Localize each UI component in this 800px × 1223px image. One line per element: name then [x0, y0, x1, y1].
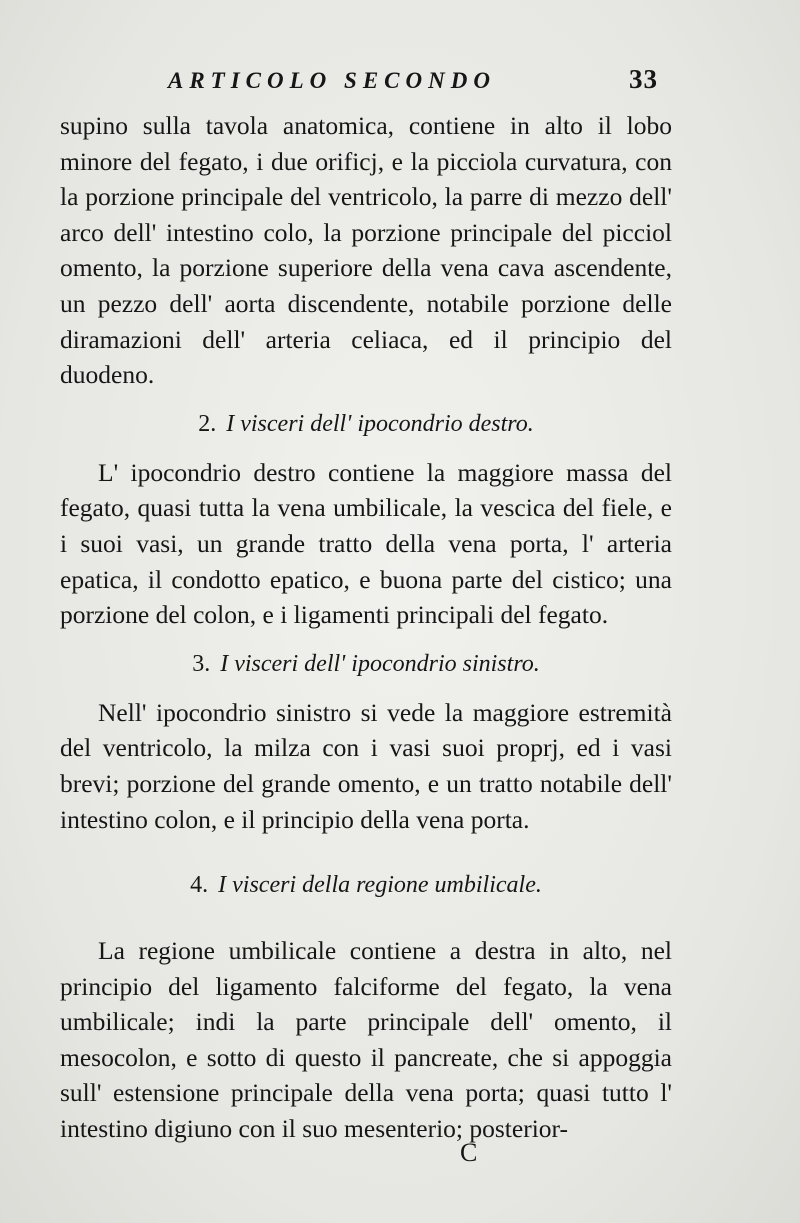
section-title: I visceri dell' ipocondrio destro.: [226, 410, 534, 437]
section-title: I visceri della regione umbilicale.: [218, 872, 542, 899]
page-body: [60, 108, 672, 1147]
running-title: ARTICOLO SECONDO: [168, 68, 496, 93]
signature-mark: C: [460, 1138, 478, 1167]
paragraph-section-4: La regione umbilicale contiene a destra in alto, nel principio del ligamento falciforme del fegato, la vena umbilicale; indi la parte principale dell' omento, il mesocolon, e sotto di questo il pancreate, che si appoggia sull' estensione principale della vena porta; quasi tutto l' intestino digiuno con il suo mesenterio; posterior-: [60, 936, 672, 1144]
page-number: 33: [629, 64, 658, 94]
section-heading-4: [60, 837, 672, 933]
section-title: I visceri dell' ipocondrio sinistro.: [220, 650, 540, 677]
section-number: 2.: [198, 410, 217, 437]
paragraph-section-3: Nell' ipocondrio sinistro si vede la maggiore estremità del ventricolo, la milza con i vasi suoi proprj, ed i vasi brevi; porzione del grande omento, e un tratto notabile dell' intestino colon, e il principio della vena porta.: [60, 697, 672, 834]
section-heading-2: [60, 393, 672, 455]
section-number: 4.: [190, 872, 209, 899]
section-number: 3.: [192, 650, 211, 677]
running-header: [168, 64, 658, 104]
paragraph-section-2: L' ipocondrio destro contiene la maggiore massa del fegato, quasi tutta la vena umbilicale, la vescica del fiele, e i suoi vasi, un grande tratto della vena porta, l' arteria epatica, il condotto epatico, e buona parte del cistico; una porzione del colon, e i ligamenti principali del fegato.: [60, 457, 672, 630]
paragraph-continued: supino sulla tavola anatomica, contiene in alto il lobo minore del fegato, i due orificj, e la picciola curvatura, con la porzione principale del ventricolo, la parre di mezzo dell' arco dell' intestino colo, la porzione principale del picciol omento, la porzione superiore della vena cava ascendente, un pezzo dell' aorta discendente, notabile porzione delle diramazioni dell' arteria celiaca, ed il principio del duodeno.: [60, 111, 672, 390]
section-heading-3: [60, 633, 672, 695]
